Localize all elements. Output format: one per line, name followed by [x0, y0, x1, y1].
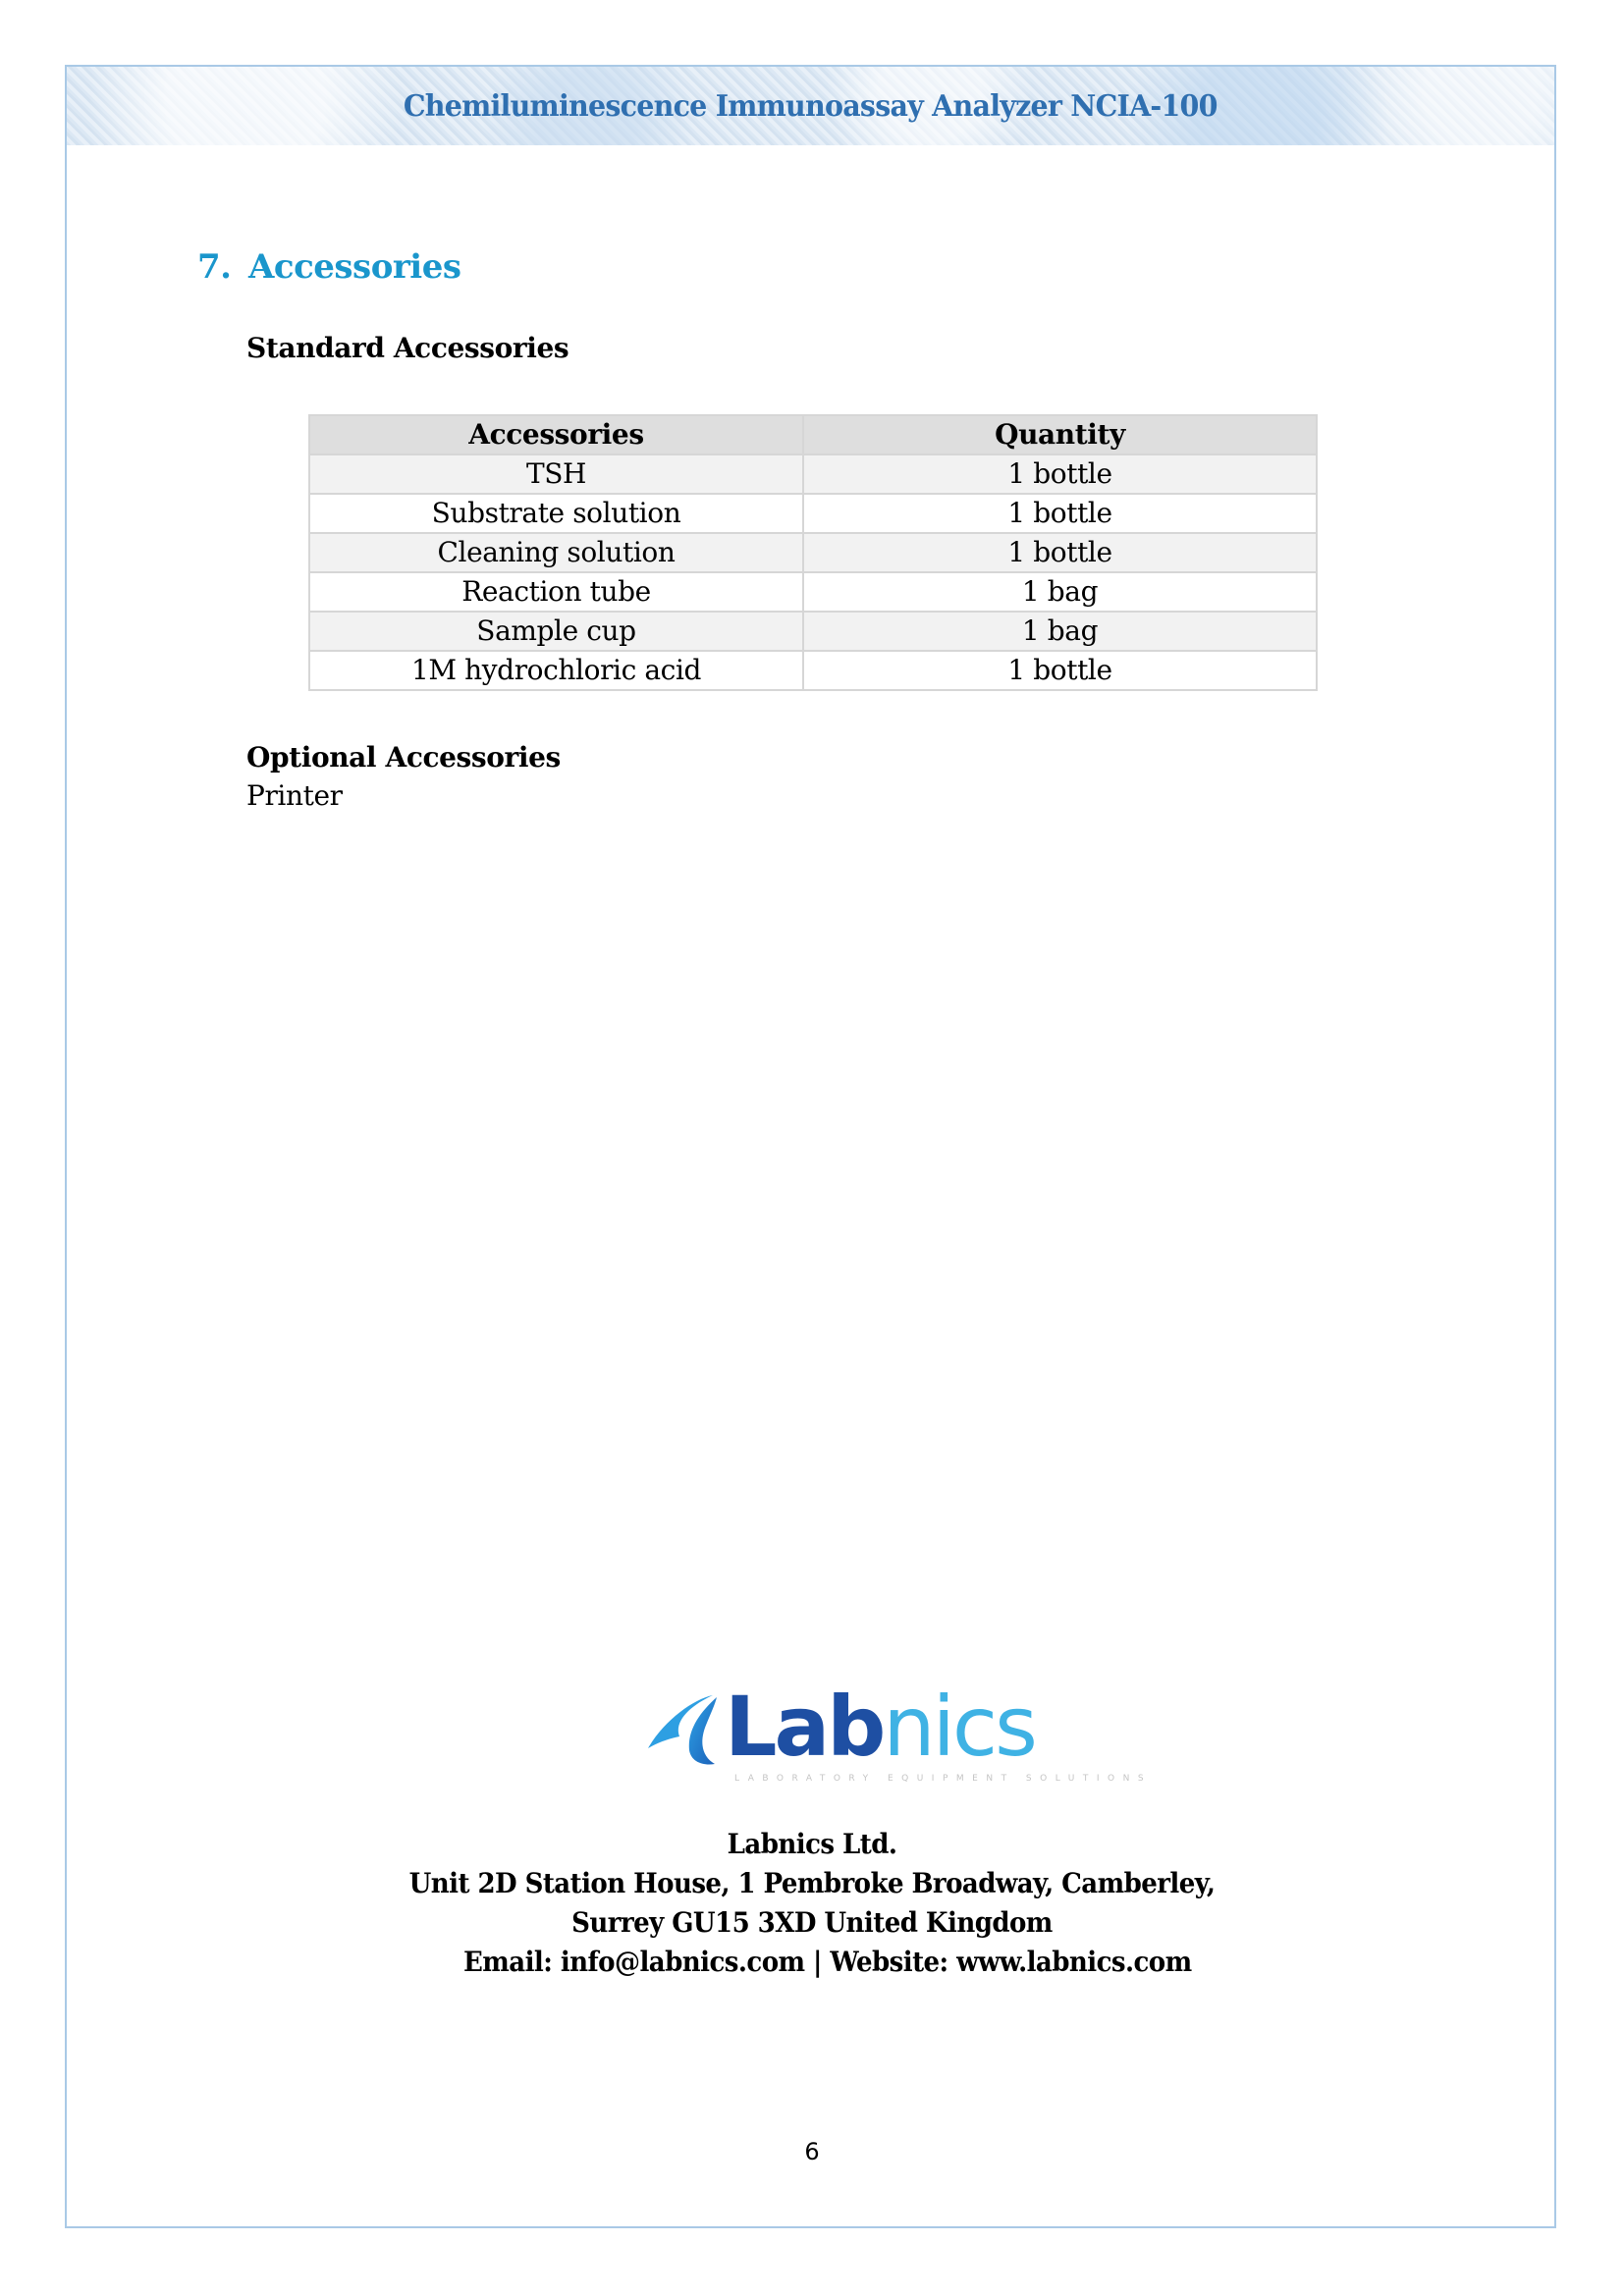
table-row	[309, 572, 1317, 612]
company-address-block	[0, 1825, 1624, 1982]
quantity-cell: 1 bottle	[803, 454, 1317, 494]
section-title: Accessories	[248, 247, 461, 287]
labnics-swoosh-icon	[644, 1691, 723, 1768]
column-header-quantity: Quantity	[803, 415, 1317, 454]
accessory-cell: TSH	[309, 454, 803, 494]
accessory-cell: 1M hydrochloric acid	[309, 651, 803, 690]
table-row	[309, 494, 1317, 533]
quantity-cell: 1 bottle	[803, 533, 1317, 572]
quantity-cell: 1 bag	[803, 612, 1317, 651]
standard-accessories-heading: Standard Accessories	[246, 332, 569, 364]
optional-accessories-heading: Optional Accessories	[246, 741, 561, 774]
quantity-cell: 1 bag	[803, 572, 1317, 612]
table-row	[309, 612, 1317, 651]
standard-accessories-table	[308, 414, 1318, 691]
accessory-cell: Reaction tube	[309, 572, 803, 612]
accessory-cell: Cleaning solution	[309, 533, 803, 572]
table-header-row	[309, 415, 1317, 454]
page-number: 6	[804, 2138, 820, 2165]
logo-wordmark: Labnics	[725, 1679, 1035, 1775]
company-name: Labnics Ltd.	[727, 1828, 897, 1860]
page-header	[67, 67, 1554, 145]
table-row	[309, 651, 1317, 690]
quantity-cell: 1 bottle	[803, 494, 1317, 533]
section-number: 7.	[197, 247, 232, 287]
quantity-cell: 1 bottle	[803, 651, 1317, 690]
logo-tagline: LABORATORY EQUIPMENT SOLUTIONS	[734, 1774, 1153, 1784]
accessory-cell: Sample cup	[309, 612, 803, 651]
address-line-1: Unit 2D Station House, 1 Pembroke Broadway, Camberley,	[408, 1867, 1216, 1899]
contact-line: Email: info@labnics.com | Website: www.labnics.com	[463, 1946, 1192, 1978]
table-row	[309, 454, 1317, 494]
accessory-cell: Substrate solution	[309, 494, 803, 533]
optional-accessory-item: Printer	[246, 779, 343, 812]
column-header-accessories: Accessories	[309, 415, 803, 454]
table-row	[309, 533, 1317, 572]
labnics-logo	[644, 1679, 1153, 1791]
section-heading	[197, 247, 460, 287]
address-line-2: Surrey GU15 3XD United Kingdom	[571, 1906, 1053, 1939]
document-title: Chemiluminescence Immunoassay Analyzer NCIA-100	[404, 88, 1218, 124]
